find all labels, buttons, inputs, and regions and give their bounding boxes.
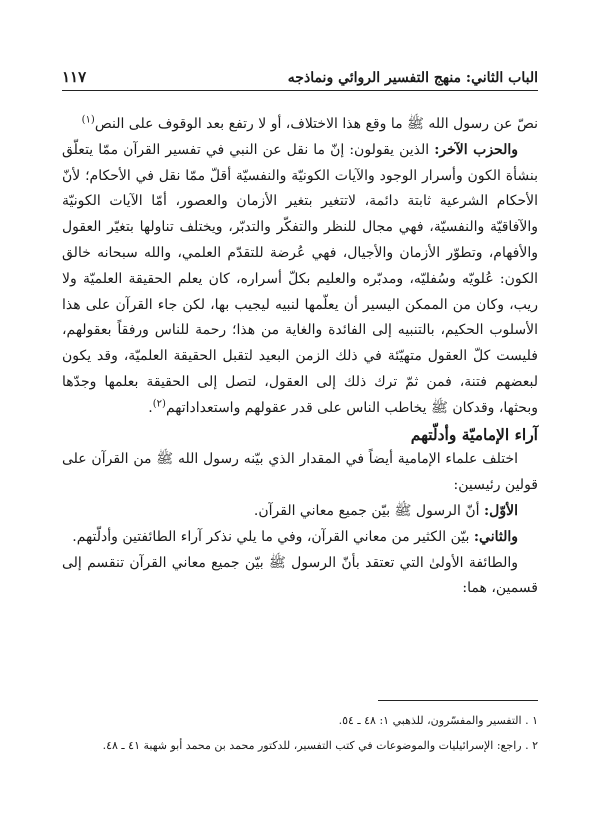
paragraph bbox=[62, 112, 538, 138]
paragraph-lead: الأوّل: bbox=[484, 502, 518, 519]
paragraph bbox=[62, 499, 538, 525]
main-text bbox=[62, 112, 538, 602]
paragraph-text: أنّ الرسول ﷺ بيّن جميع معاني القرآن. bbox=[253, 502, 485, 519]
footnote-ref: (٢) bbox=[152, 398, 166, 410]
footnote-ref: (١) bbox=[81, 114, 95, 126]
running-header bbox=[62, 60, 538, 91]
section-heading: آراء الإماميّة وأدلّتهم bbox=[410, 424, 538, 444]
page-number: ١١٧ bbox=[62, 68, 87, 86]
paragraph bbox=[62, 525, 538, 551]
paragraph: والطائفة الأولىٰ التي تعتقد بأنّ الرسول ﷺ بيّن جميع معاني القرآن تنقسم إلى قسمين، هما: bbox=[62, 554, 538, 597]
paragraph-text: الذين يقولون: إنّ ما نقل عن النبي في تفسير القرآن ممّا يتعلّق بنشأة الكون وأسرار الوجود والآيات الكونيّة والنفسيّة أقلّ ممّا نقل في الأحكام؛ لأنّ الأحكام الشرعية ثابتة دائمة، لاتتغير بتغير الأزمان والعصور، أمّا الآيات الكونيّة والآفاقيّة والنفسيّة، فهي مجال للنظر والتفكّر والتدبّر، ويختلف تناولها بتغيّر العقول والأفهام، وتطوّر الأزمان والأجيال، فهي عُرضة للتقدّم العلمي، والله سبحانه خالق الكون: عُلويّه وسُفليّه، ومدبّره والعليم بكلّ أسراره، كان يعلم الحقيقة العلميّة ولا ريب، وكان من الممكن اليسير أن يعلّمها لنبيه ليجيب بها، لكن جاء القرآن على هذا الأسلوب الحكيم، بالتنبيه إلى الفائدة والغاية من هذا؛ رحمة للناس ورفقاً بعقولهم، فليست كلّ العقول متهيّئة في ذلك الزمن البعيد لتقبل الحقيقة العلميّة، وقد يكون لبعضهم فتنة، فمن ثمّ ترك ذلك إلى العقول، لتصل إلى الحقيقة بعلمها وجدّها وبحثها، وقدكان ﷺ يخاطب الناس على قدر عقولهم واستعداداتهم bbox=[62, 141, 538, 416]
paragraph-lead: والثاني: bbox=[473, 528, 518, 545]
chapter-title: الباب الثاني: منهج التفسير الروائي ونماذجه bbox=[287, 70, 538, 86]
paragraph-text: بيّن الكثير من معاني القرآن، وفي ما يلي نذكر آراء الطائفتين وأدلّتهم. bbox=[72, 528, 474, 545]
footnotes bbox=[62, 708, 538, 758]
paragraph-text: نصّ عن رسول الله ﷺ ما وقع هذا الاختلاف، أو لا رتفع بعد الوقوف على النص bbox=[94, 116, 538, 132]
paragraph-lead: والحزب الآخر: bbox=[434, 141, 518, 158]
footnote: ١ . التفسير والمفسّرون، للذهبي ١: ٤٨ ـ ٥٤. bbox=[338, 714, 538, 727]
paragraph: والحزب الآخر: الذين يقولون: إنّ ما نقل عن النبي في تفسير القرآن ممّا يتعلّق بنشأة الكون وأسرار الوجود والآيات الكونيّة والنفسيّة أقلّ ممّا نقل في الأحكام؛ لأنّ الأحكام الشرعية ثابتة دائمة، لاتتغير بتغير الأزمان والعصور، أمّا الآيات الكونيّة والآفاقيّة والنفسيّة، فهي مجال للنظر والتفكّر والتدبّر، ويختلف تناولها بتغيّر العقول والأفهام، وتطوّر الأزمان والأجيال، فهي عُرضة للتقدّم العلمي، والله سبحانه خالق الكون: عُلويّه وسُفليّه، ومدبّره والعليم بكلّ أسراره، كان يعلم الحقيقة العلميّة ولا ريب، وكان من الممكن اليسير أن يعلّمها لنبيه ليجيب بها، لكن جاء القرآن على هذا الأسلوب الحكيم، بالتنبيه إلى الفائدة والغاية من هذا؛ رحمة للناس ورفقاً بعقولهم، فليست كلّ العقول متهيّئة في ذلك الزمن البعيد لتقبل الحقيقة العلميّة، وقد يكون لبعضهم فتنة، فمن ثمّ ترك ذلك إلى العقول، لتصل إلى الحقيقة بعلمها وجدّها وبحثها، وقدكان ﷺ يخاطب الناس على قدر عقولهم واستعداداتهم$^{(٢)}$. bbox=[62, 141, 538, 416]
paragraph: اختلف علماء الإمامية أيضاً في المقدار الذي بيّنه رسول الله ﷺ من القرآن على قولين رئيسين: bbox=[62, 451, 538, 494]
footnote: ٢ . راجع: الإسرائيليات والموضوعات في كتب التفسير، للدكتور محمد بن محمد أبو شهبة ٤١ ـ ٤٨. bbox=[102, 739, 538, 752]
footnote-divider bbox=[378, 700, 538, 701]
